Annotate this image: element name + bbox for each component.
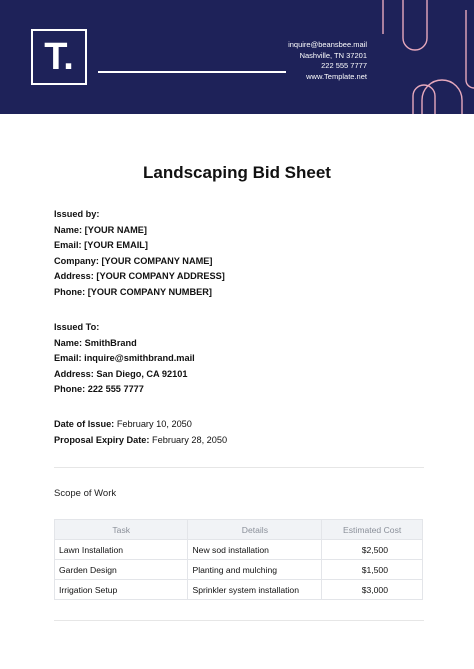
issued-to-address: Address: San Diego, CA 92101 xyxy=(54,368,188,379)
issued-to-phone: Phone: 222 555 7777 xyxy=(54,384,144,394)
task-cell: Garden Design xyxy=(55,560,188,580)
header-decoration xyxy=(380,0,474,114)
contact-website: www.Template.net xyxy=(306,71,367,81)
footer-divider xyxy=(54,620,424,621)
issued-by-section xyxy=(54,207,225,300)
issued-to-heading: Issued To: xyxy=(54,322,100,332)
contact-address: Nashville, TN 37201 xyxy=(299,50,367,60)
column-header-details: Details xyxy=(188,520,322,540)
issued-by-phone: Phone: [YOUR COMPANY NUMBER] xyxy=(54,286,212,297)
column-header-estimated-cost: Estimated Cost xyxy=(322,520,423,540)
header-contact xyxy=(288,40,367,82)
column-header-task: Task xyxy=(55,520,188,540)
header-divider-line xyxy=(98,71,286,73)
logo-letter: T. xyxy=(44,36,74,78)
details-cell: New sod installation xyxy=(188,540,322,560)
contact-email: inquire@beansbee.mail xyxy=(288,40,367,49)
issued-to-section xyxy=(54,320,195,398)
proposal-expiry-date: Proposal Expiry Date: February 28, 2050 xyxy=(54,434,228,445)
details-cell: Sprinkler system installation xyxy=(188,580,322,600)
issued-to-name: Name: SmithBrand xyxy=(54,337,137,348)
document-title: Landscaping Bid Sheet xyxy=(143,163,331,182)
table-row xyxy=(55,540,423,560)
date-of-issue: Date of Issue: February 10, 2050 xyxy=(54,419,192,429)
cost-cell: $1,500 xyxy=(322,560,423,580)
dates-section xyxy=(54,417,227,448)
details-cell: Planting and mulching xyxy=(188,560,322,580)
table-row xyxy=(55,580,423,600)
header-banner xyxy=(0,0,474,114)
task-cell: Lawn Installation xyxy=(55,540,188,560)
issued-by-name: Name: [YOUR NAME] xyxy=(54,224,147,235)
company-logo xyxy=(31,29,87,85)
issued-by-company: Company: [YOUR COMPANY NAME] xyxy=(54,255,213,266)
scope-heading: Scope of Work xyxy=(54,488,117,499)
cost-cell: $3,000 xyxy=(322,580,423,600)
section-divider xyxy=(54,467,424,468)
contact-phone: 222 555 7777 xyxy=(321,61,367,70)
issued-by-address: Address: [YOUR COMPANY ADDRESS] xyxy=(54,271,225,281)
cost-cell: $2,500 xyxy=(322,540,423,560)
issued-by-heading: Issued by: xyxy=(54,209,100,219)
table-row xyxy=(55,560,423,580)
task-cell: Irrigation Setup xyxy=(55,580,188,600)
issued-by-email: Email: [YOUR EMAIL] xyxy=(54,240,148,250)
issued-to-email: Email: inquire@smithbrand.mail xyxy=(54,353,195,363)
table-header-row xyxy=(55,520,423,540)
scope-table xyxy=(54,519,423,600)
